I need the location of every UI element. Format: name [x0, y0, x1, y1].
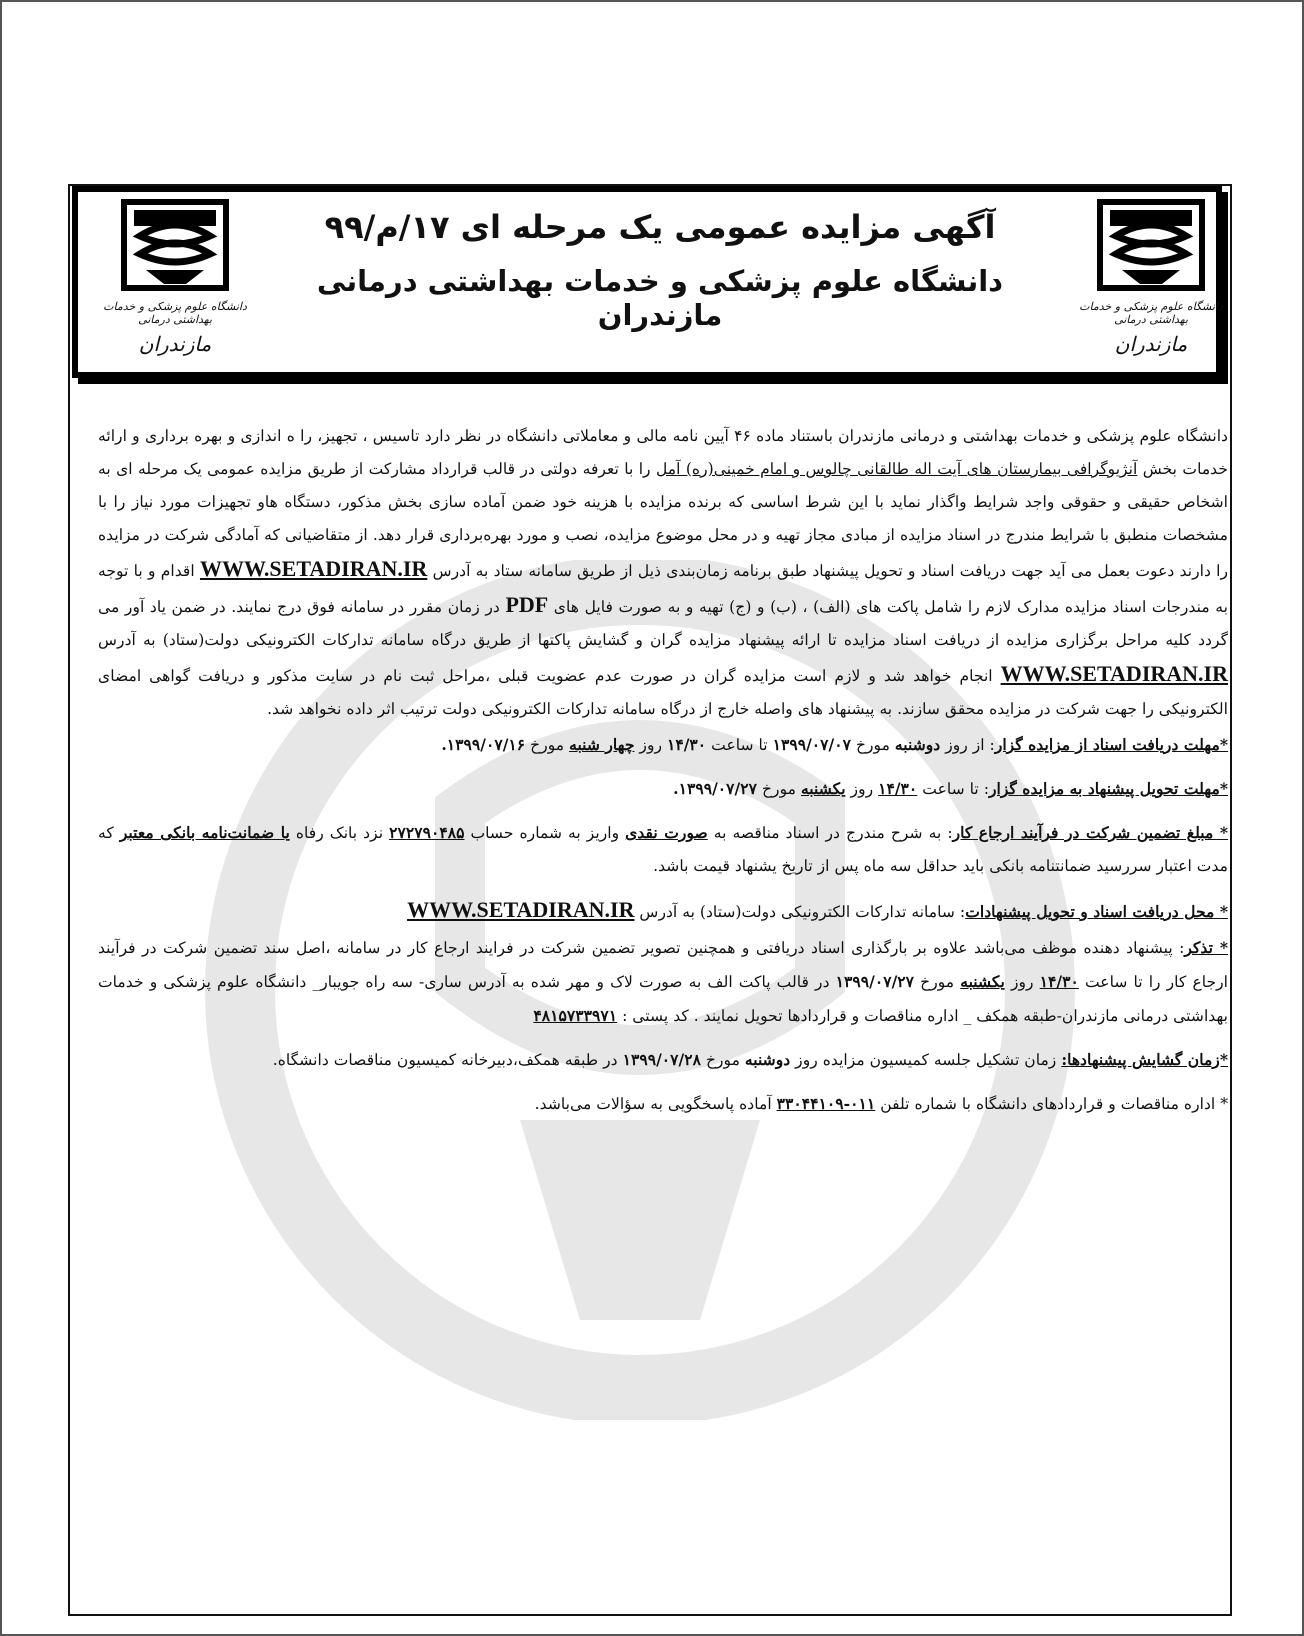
notice-title: آگهی مزایده عمومی یک مرحله ای ۱۷/م/۹۹ — [324, 208, 996, 246]
text: مورخ — [851, 736, 895, 754]
intro-text-1: دانشگاه علوم پزشکی و خدمات بهداشتی و درمانی مازندران باستناد ماده ۴۶ آیین نامه مالی و معاملاتی دانشگاه در نظر دارد تاسیس ، تجهیز، را ه اندازی و بهره برداری و ارائه خدمات بخش — [98, 427, 1228, 478]
university-logo-right — [1076, 196, 1226, 372]
day: چهار شنبه — [569, 735, 635, 754]
text: مورخ — [525, 736, 570, 754]
text: مورخ — [700, 1051, 745, 1069]
text: زمان تشکیل جلسه کمیسیون مزایده روز — [790, 1051, 1062, 1069]
text: : به شرح مندرج در اسناد مناقصه به — [707, 824, 953, 842]
opening-label: *زمان گشایش پیشنهادها: — [1061, 1050, 1228, 1069]
text: مورخ — [757, 780, 801, 798]
logo-caption: دانشگاه علوم پزشکی و خدمات بهداشتی درمانی — [1079, 300, 1223, 326]
intro-paragraph — [98, 420, 1228, 726]
header-titles — [260, 208, 1060, 332]
university-logo-left — [100, 196, 250, 372]
date: ۱۳۹۹/۰۷/۲۷. — [673, 779, 758, 798]
contact-item — [98, 1087, 1228, 1121]
setad-url-link[interactable]: WWW.SETADIRAN.IR — [199, 556, 428, 581]
date: ۱۳۹۹/۰۷/۲۷ — [835, 972, 915, 991]
docs-deadline-label: *مهلت دریافت اسناد از مزایده گزار — [994, 735, 1228, 754]
text: * اداره مناقصات و قراردادهای دانشگاه با شماره تلفن — [875, 1095, 1228, 1113]
intro-text-3: اقدام و با توجه به مندرجات اسناد مزایده مدارک لازم را شامل پاکت های (الف) ، (ب) و (ج) تهیه و به صورت فایل های — [98, 562, 1228, 616]
text: روز — [1004, 973, 1040, 991]
phone-number: ۰۱۱-۳۳۰۴۴۱۰۹ — [776, 1094, 876, 1113]
text: که مدت اعتبار سررسید ضمانتنامه بانکی باید حداقل سه ماه پس از تاریخ یشنهاد قیمت باشد. — [98, 824, 1228, 875]
reminder-item — [98, 931, 1228, 1033]
bank-guarantee-term: یا ضمانت‌نامه بانکی معتبر — [119, 823, 290, 842]
text: نزد بانک رفاه — [289, 824, 390, 842]
intro-subject: آنژیوگرافی بیمارستان های آیت اله طالقانی چالوس و امام خمینی(ره) آمل — [655, 460, 1138, 478]
date: ۱۳۹۹/۰۷/۲۸ — [622, 1050, 701, 1069]
text: : پیشنهاد دهنده موظف می‌باشد علاوه بر بارگذاری اسناد دریافتی و همچنین تصویر تضمین شرکت در فرایند ارجاع کار در سامانه ،اصل سند تضمین شرکت در فرآیند ارجاع کار را تا ساعت — [98, 939, 1229, 991]
text: : از روز — [940, 736, 995, 754]
intro-text-5: انجام خواهد شد و لازم است مزایده گران در صورت عدم عضویت قبلی ،مراحل ثبت نام در سایت مذکور و دریافت گواهی امضای الکترونیکی را جهت شرکت در مزایده محقق سازند. به پیشنهاد های واصله خارج از درگاه سامانه تدارکات الکترونیکی دولت ترتیب اثر داده نخواهد شد. — [98, 667, 1228, 718]
place-item — [98, 893, 1228, 929]
setad-url-link[interactable]: WWW.SETADIRAN.IR — [1000, 661, 1228, 686]
setad-url-link[interactable]: WWW.SETADIRAN.IR — [407, 897, 635, 922]
notice-body — [98, 420, 1228, 1121]
intro-text-2: را با تعرفه دولتی در قالب قرارداد مشارکت از طریق مزایده عمومی یک مرحله ای به اشخاص حقیقی و حقوقی واجد شرایط واگذار نماید با این شرط اساسی که برنده مزایده با هزینه خود ضمن آماده سازی بخش مذکور، دستگاه هاو تجهیزات مورد نیاز را با مشخصات منطبق با شرایط مندرج در اسناد مزایده از مبادی مجاز تهیه و در محل موضوع مزایده، نصب و مورد بهره‌برداری قرار دهد. از متقاضیانی که آمادگی شرکت در مزایده را دارند دعوت بعمل می آید جهت دریافت اسناد و تحویل پیشنهاد طبق برنامه زمان‌بندی ذیل از طریق سامانه ستاد به آدرس — [98, 460, 1229, 580]
text: مورخ — [914, 973, 961, 991]
docs-deadline-item — [98, 728, 1228, 762]
emblem-icon — [116, 196, 234, 296]
place-label: * محل دریافت اسناد و تحویل پیشنهادات — [965, 902, 1228, 921]
emblem-icon — [1092, 196, 1210, 296]
text: تا ساعت — [706, 736, 773, 754]
date: ۱۳۹۹/۰۷/۱۶. — [441, 735, 526, 754]
postal-code: ۴۸۱۵۷۳۳۹۷۱ — [533, 1006, 618, 1025]
text: در قالب پاکت الف به صورت لاک و مهر شده به آدرس ساری- سه راه جویبار_ دانشگاه علوم پزشکی و خدمات بهداشتی درمانی مازندران-طبقه همکف _ اداره مناقصات و قراردادها تحویل نمایند . کد پستی : — [98, 973, 1228, 1025]
date: ۱۳۹۹/۰۷/۰۷ — [772, 735, 851, 754]
day: یکشنبه — [800, 779, 846, 798]
reminder-label: * تذکر — [1184, 938, 1228, 957]
guarantee-label: * مبلغ تضمین شرکت در فرآیند ارجاع کار — [952, 823, 1228, 842]
submit-deadline-label: *مهلت تحویل پیشنهاد به مزایده گزار — [988, 779, 1228, 798]
pdf-label: PDF — [505, 592, 549, 617]
day: دوشنبه — [894, 735, 941, 754]
text: واریز به شماره حساب — [464, 824, 626, 842]
guarantee-item — [98, 816, 1228, 883]
opening-item — [98, 1043, 1228, 1077]
text: : تا ساعت — [917, 780, 989, 798]
time: ۱۴/۳۰ — [666, 735, 707, 754]
text: : سامانه تدارکات الکترونیکی دولت(ستاد) به آدرس — [634, 903, 966, 921]
day: یکشنبه — [960, 972, 1005, 991]
university-name: دانشگاه علوم پزشکی و خدمات بهداشتی درمانی مازندران — [316, 264, 1004, 332]
logo-caption: دانشگاه علوم پزشکی و خدمات بهداشتی درمانی — [103, 300, 247, 326]
text: روز — [634, 736, 667, 754]
text: در طبقه همکف،دبیرخانه کمیسیون مناقصات دانشگاه. — [272, 1051, 623, 1069]
time: ۱۴/۳۰ — [1039, 972, 1079, 991]
day: دوشنبه — [744, 1050, 791, 1069]
time: ۱۴/۳۰ — [878, 779, 918, 798]
submit-deadline-item — [98, 772, 1228, 806]
text: روز — [845, 780, 879, 798]
cash-term: صورت نقدی — [625, 823, 708, 842]
account-number: ۲۷۲۷۹۰۴۸۵ — [389, 823, 465, 842]
intro-text-4: در زمان مقرر در سامانه فوق درج نمایند. در ضمن یاد آور می گردد کلیه مراحل برگزاری مزایده از دریافت اسناد مزایده تا ارائه پیشنهاد مزایده گران و گشایش پاکتها از طریق درگاه سامانه تدارکات الکترونیکی دولت(ستاد) به آدرس — [98, 598, 1228, 649]
logo-city: مازندران — [138, 332, 212, 356]
text: آماده پاسخگویی به سؤالات می‌باشد. — [534, 1095, 777, 1113]
logo-city: مازندران — [1114, 332, 1188, 356]
